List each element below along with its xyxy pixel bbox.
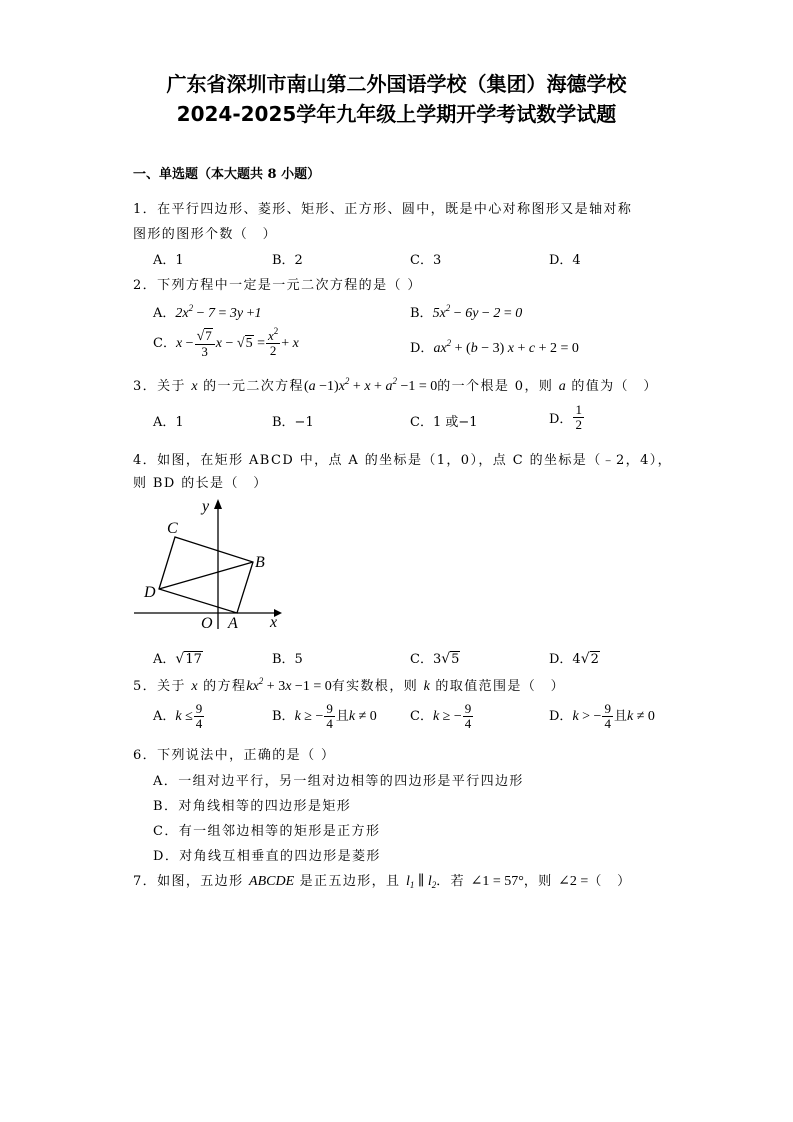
label-d: D xyxy=(144,584,156,601)
q5-option-b: B．k ≥ − $\frac{9}{4}$ 且k ≠ 0 xyxy=(272,701,377,731)
q3-stem: 3．关于 x 的一元二次方程$(a -1)x^2 + x + a^2 -1 = 0$的一个根是 0，则 a 的值为（ ） xyxy=(133,376,658,394)
q1-stem-line2: 图形的图形个数（ ） xyxy=(133,227,278,242)
label-b: B xyxy=(255,554,265,571)
q4-option-d: D．4√2 xyxy=(549,651,599,667)
y-axis-arrow xyxy=(214,499,222,509)
label-y: y xyxy=(202,498,210,515)
q5-option-a: A．k ≤ $\frac{9}{4}$ xyxy=(153,701,203,731)
q3-option-a: A．1 xyxy=(153,415,184,430)
q2-option-a: A．$2x^2 - 7 = 3y +1$ xyxy=(153,303,262,321)
q6-stem: 6．下列说法中，正确的是（ ） xyxy=(133,748,336,763)
q6-option-a: A．一组对边平行，另一组对边相等的四边形是平行四边形 xyxy=(153,774,524,789)
q4-option-b: B．5 xyxy=(272,652,303,667)
q5-option-c: C．k ≥ − $\frac{9}{4}$ xyxy=(410,701,472,731)
q2-option-c: C．x − $\frac{√7}{3}$ x − √5 = $\frac{x^2}{2}$ + x xyxy=(153,326,299,359)
q3-option-c: C．1 或−1 xyxy=(410,415,478,430)
diagonal-bd xyxy=(159,562,253,589)
section-heading: 一、单选题（本大题共 8 小题） xyxy=(133,167,321,182)
q3-option-d: D． $\frac{1}{2}$ xyxy=(549,402,582,432)
q4-stem-line2: 则 BD 的长是（ ） xyxy=(133,476,268,491)
q4-option-a: A．√17 xyxy=(153,651,202,667)
q1-option-a: A．1 xyxy=(153,253,184,268)
q6-option-d: D．对角线互相垂直的四边形是菱形 xyxy=(153,849,381,864)
q1-option-c: C．3 xyxy=(410,253,442,268)
q2-option-d: D．$ax^2 + (b - 3) x + c + 2 = 0$ xyxy=(410,338,579,356)
q4-coordinate-figure xyxy=(130,493,290,633)
q5-stem: 5．关于 x 的方程$kx^2 + 3x -1 = 0$有实数根，则 k 的取值范围是（ ） xyxy=(133,676,566,694)
q1-option-b: B．2 xyxy=(272,253,303,268)
q5-option-d: D．k > − $\frac{9}{4}$ 且k ≠ 0 xyxy=(549,701,655,731)
q1-stem-line1: 1．在平行四边形、菱形、矩形、正方形、圆中，既是中心对称图形又是轴对称 xyxy=(133,202,633,217)
q7-stem: 7．如图，五边形 ABCDE 是正五边形，且 $l_1$ ∥ $l_2$．若 ∠1 = 57°，则 ∠2 =（ ） xyxy=(133,874,632,890)
exam-title-line1: 广东省深圳市南山第二外国语学校（集团）海德学校 xyxy=(166,72,627,96)
label-o: O xyxy=(201,615,213,632)
q6-option-c: C．有一组邻边相等的矩形是正方形 xyxy=(153,824,381,839)
q2-option-b: B．$5x^2 - 6y - 2 = 0$ xyxy=(410,303,523,321)
label-a: A xyxy=(228,615,238,632)
q1-option-d: D．4 xyxy=(549,253,581,268)
label-c: C xyxy=(167,520,178,537)
q2-stem: 2．下列方程中一定是一元二次方程的是（ ） xyxy=(133,278,422,293)
exam-title-line2: 2024-2025学年九年级上学期开学考试数学试题 xyxy=(176,102,617,126)
q3-option-b: B．−1 xyxy=(272,415,314,430)
q4-option-c: C．3√5 xyxy=(410,651,460,667)
q4-stem-line1: 4．如图，在矩形 ABCD 中，点 A 的坐标是（1，0），点 C 的坐标是（﹣2，4）， xyxy=(133,453,673,468)
q6-option-b: B．对角线相等的四边形是矩形 xyxy=(153,799,352,814)
label-x: x xyxy=(270,614,278,631)
